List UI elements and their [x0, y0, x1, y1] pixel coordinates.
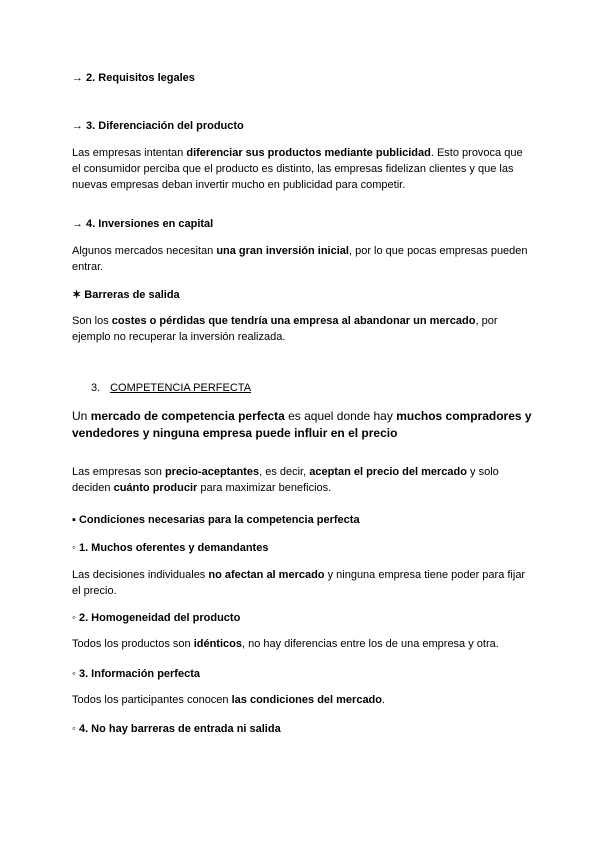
paragraph-condicion-3: Todos los participantes conocen las condiciones del mercado.: [72, 694, 386, 706]
heading-requisitos-legales: → 2. Requisitos legales: [72, 72, 195, 84]
heading-diferenciacion: → 3. Diferenciación del producto: [72, 120, 244, 132]
heading-condicion-4: ◦ 4. No hay barreras de entrada ni salida: [72, 723, 281, 735]
section-title: COMPETENCIA PERFECTA: [110, 382, 252, 394]
section-heading: [91, 380, 491, 396]
heading-inversiones: → 4. Inversiones en capital: [72, 218, 214, 230]
paragraph-condicion-1: Las decisiones individuales no afectan al mercado y ninguna empresa tiene poder para fijar el precio.: [72, 569, 526, 597]
heading-condicion-1: ◦ 1. Muchos oferentes y demandantes: [72, 542, 269, 554]
section-number: 3.: [91, 382, 101, 394]
heading-condiciones: ▪ Condiciones necesarias para la competencia perfecta: [72, 514, 360, 526]
paragraph-condicion-2: Todos los productos son idénticos, no hay diferencias entre los de una empresa y otra.: [72, 638, 499, 650]
heading-condicion-3: ◦ 3. Información perfecta: [72, 668, 200, 680]
paragraph-barreras-salida: Son los costes o pérdidas que tendría una empresa al abandonar un mercado, por ejemplo no recuperar la inversión realizada.: [72, 315, 498, 343]
paragraph-diferenciacion: Las empresas intentan diferenciar sus productos mediante publicidad. Esto provoca que el consumidor perciba que el producto es distinto, las empresas fidelizan clientes y que las nuevas empresas deban invertir mucho en publicidad para competir.: [72, 147, 523, 191]
heading-condicion-2: ◦ 2. Homogeneidad del producto: [72, 612, 241, 624]
paragraph-definicion: Un mercado de competencia perfecta es aquel donde hay muchos compradores y vendedores y ninguna empresa puede influir en el precio: [72, 409, 532, 440]
heading-barreras-salida: ✶ Barreras de salida: [72, 289, 180, 301]
paragraph-precio-aceptantes: Las empresas son precio-aceptantes, es decir, aceptan el precio del mercado y solo deciden cuánto producir para maximizar beneficios.: [72, 466, 499, 494]
paragraph-inversiones: Algunos mercados necesitan una gran inversión inicial, por lo que pocas empresas pueden entrar.: [72, 245, 528, 273]
